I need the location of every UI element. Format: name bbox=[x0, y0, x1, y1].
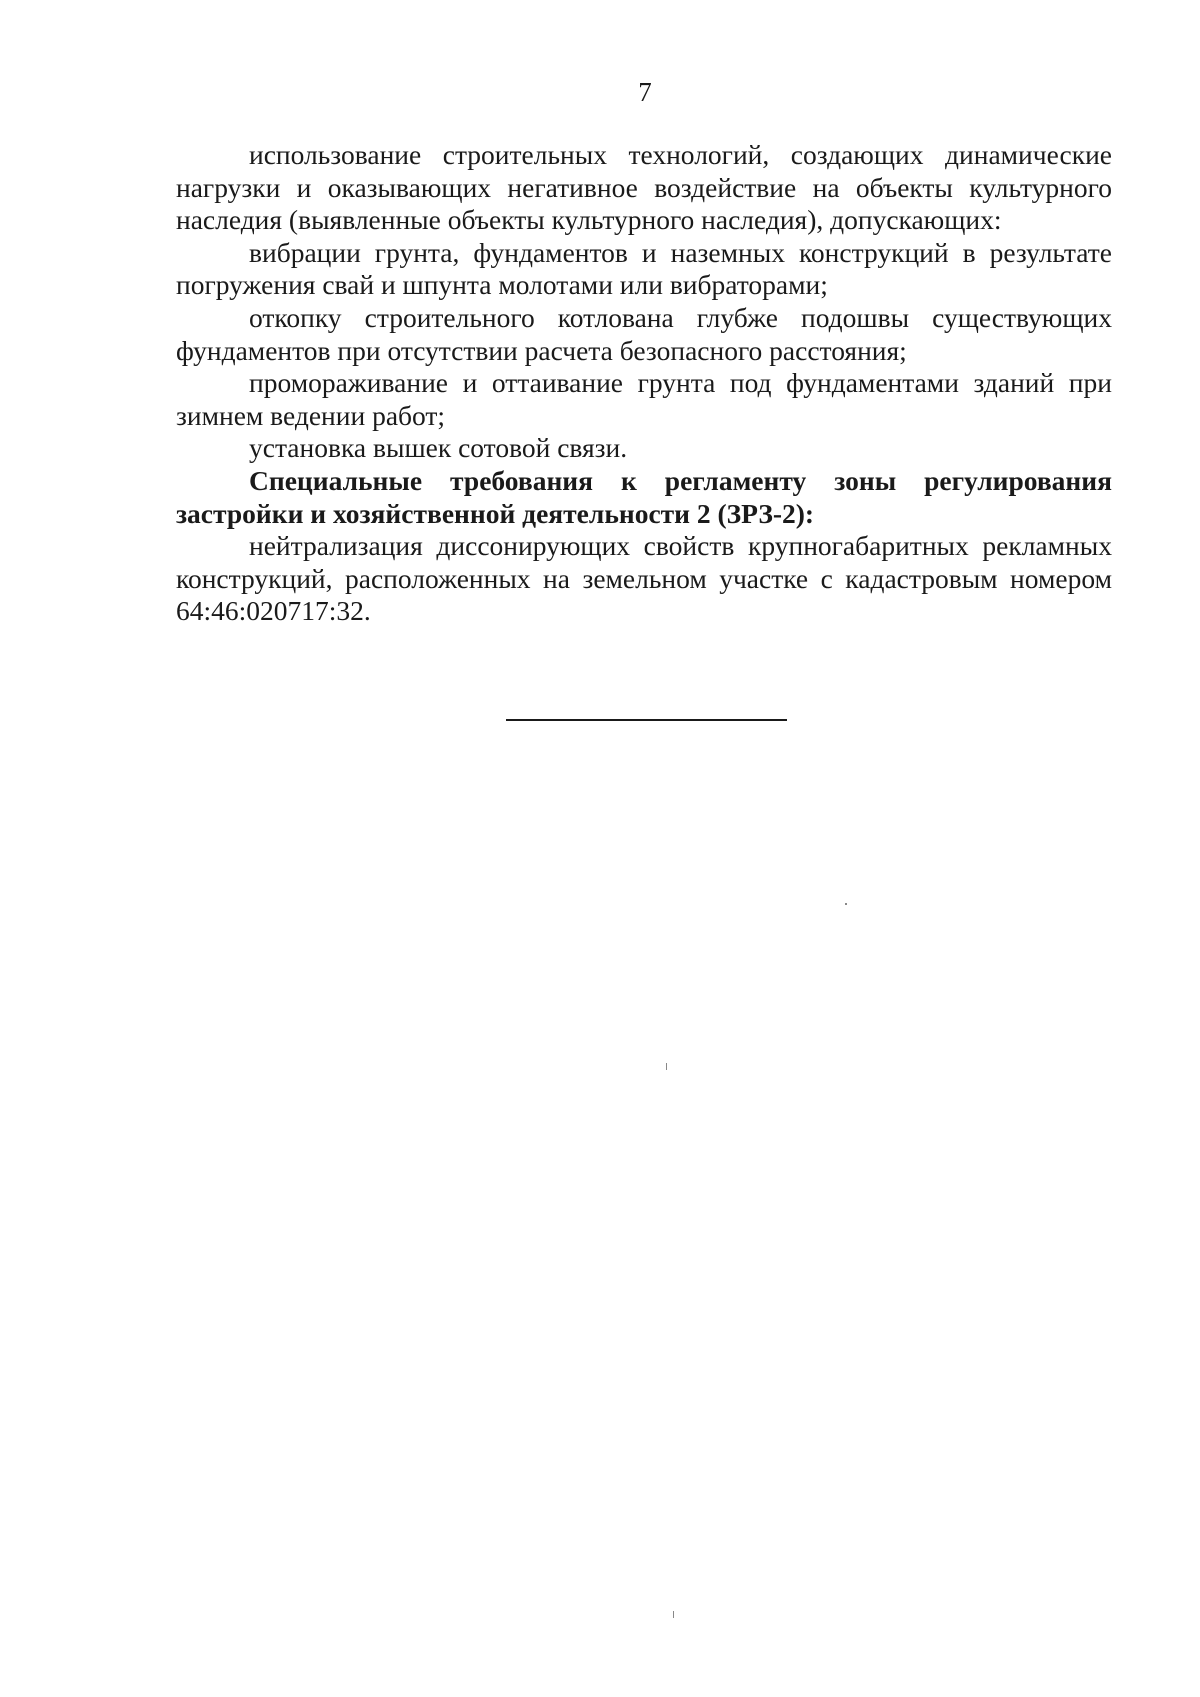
paragraph-soil-vibration: вибрации грунта, фундаментов и наземных конструкций в результате погружения свай и шпунта молотами или вибраторами; bbox=[176, 236, 1112, 301]
scan-speck bbox=[845, 903, 847, 905]
paragraph-construction-technologies: использование строительных технологий, создающих динамические нагрузки и оказывающих негативное воздействие на объекты культурного наследия (выявленные объекты культурного наследия), допускающих: bbox=[176, 139, 1112, 236]
paragraph-soil-freezing: промораживание и оттаивание грунта под фундаментами зданий при зимнем ведении работ; bbox=[176, 367, 1112, 431]
paragraph-advertising-structures: нейтрализация диссонирующих свойств крупногабаритных рекламных конструкций, расположенных на земельном участке с кадастровым номером 64:46:020717:32. bbox=[176, 530, 1112, 627]
paragraph-pit-excavation: откопку строительного котлована глубже подошвы существующих фундаментов при отсутствии расчета безопасного расстояния; bbox=[176, 301, 1112, 366]
paragraph-cell-towers: установка вышек сотовой связи. bbox=[249, 432, 628, 464]
page-number: 7 bbox=[638, 77, 652, 107]
scan-speck bbox=[666, 1063, 667, 1070]
section-heading-zrz-2: Специальные требования к регламенту зоны регулирования застройки и хозяйственной деятельности 2 (ЗРЗ-2): bbox=[176, 464, 1112, 529]
scan-speck bbox=[673, 1611, 674, 1618]
end-divider-line bbox=[506, 719, 787, 721]
document-body bbox=[176, 139, 1112, 628]
